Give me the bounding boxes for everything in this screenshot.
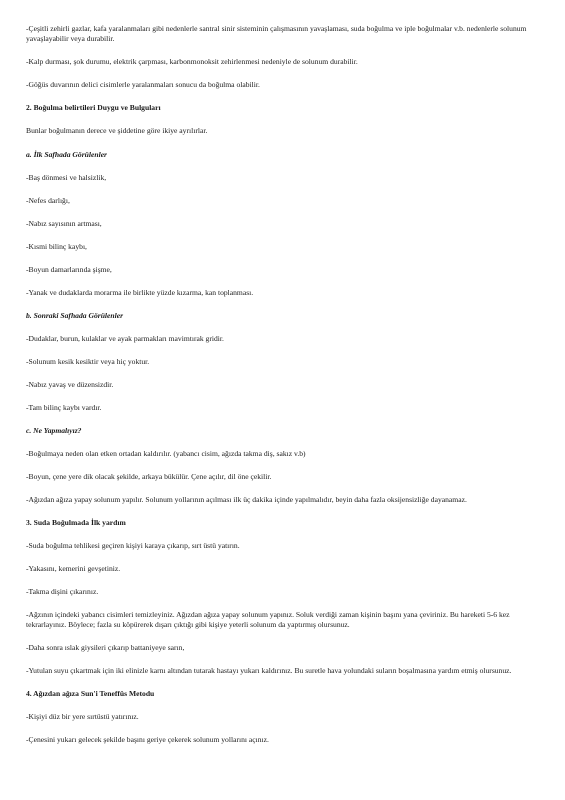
list-item-what-to-do: -Ağızdan ağıza yapay solunum yapılır. Solunum yollarının açılması ilk üç dakika içinde yapılmalıdır, beyin daha fazla oksijensizliğe dayanamaz.: [26, 494, 467, 504]
section-heading-drowning: 3. Suda Boğulmada İlk yardım: [26, 518, 126, 528]
list-item-mouth-to-mouth: -Çenesini yukarı gelecek şekilde başını geriye çekerek solunum yollarını açınız.: [26, 735, 269, 745]
section-heading-symptoms: 2. Boğulma belirtileri Duygu ve Bulguları: [26, 103, 161, 113]
list-item-drowning: -Daha sonra ıslak giysileri çıkarıp battaniyeye sarın,: [26, 643, 185, 653]
list-item-drowning: -Suda boğulma tehlikesi geçiren kişiyi karaya çıkarıp, sırt üstü yatırın.: [26, 541, 240, 551]
list-item-later-stage: -Nabız yavaş ve düzensizdir.: [26, 379, 114, 389]
list-item-drowning: -Ağzının içindeki yabancı cisimleri temizleyiniz. Ağızdan ağıza yapay solunum yapınız. Soluk verdiği zaman kişinin başını yana çeviriniz. Bu hareketi 5-6 kez tekrarlayınız. Böylece; fazla su köpürerek dışarı çıktığı gibi kişiye yeterli solunum da yaptırmış olursunuz.: [26, 610, 510, 629]
paragraph-cardiac-arrest: -Kalp durması, şok durumu, elektrik çarpması, karbonmonoksit zehirlenmesi nedeniyle de solunum durabilir.: [26, 56, 358, 66]
list-item-what-to-do: -Boğulmaya neden olan etken ortadan kaldırılır. (yabancı cisim, ağızda takma diş, sakız v.b): [26, 448, 306, 458]
subheading-what-to-do: c. Ne Yapmalıyız?: [26, 425, 82, 435]
list-item-first-stage: -Nefes darlığı,: [26, 195, 70, 205]
paragraph-respiration-slowing: -Çeşitli zehirli gazlar, kafa yaralanmaları gibi nedenlerle santral sinir sisteminin çalışmasının yavaşlaması, suda boğulma ve iple boğulmalar v.b. nedenlerle solunum yavaşlayabilir veya durabilir.: [26, 24, 527, 43]
list-item-later-stage: -Dudaklar, burun, kulaklar ve ayak parmakları mavimtırak gridir.: [26, 333, 224, 343]
list-item-later-stage: -Tam bilinç kaybı vardır.: [26, 402, 102, 412]
subheading-later-stage: b. Sonraki Safhada Görülenler: [26, 310, 124, 320]
list-item-first-stage: -Kısmi bilinç kaybı,: [26, 241, 87, 251]
list-item-mouth-to-mouth: -Kişiyi düz bir yere sırtüstü yatırınız.: [26, 712, 139, 722]
list-item-later-stage: -Solunum kesik kesiktir veya hiç yoktur.: [26, 356, 150, 366]
list-item-drowning: -Takma dişini çıkarınız.: [26, 587, 99, 597]
document-page: [26, 24, 539, 758]
paragraph-symptoms-intro: Bunlar boğulmanın derece ve şiddetine göre ikiye ayrılırlar.: [26, 126, 208, 136]
list-item-what-to-do: -Boyun, çene yere dik olacak şekilde, arkaya bükülür. Çene açılır, dil öne çekilir.: [26, 471, 272, 481]
section-heading-mouth-to-mouth: 4. Ağızdan ağıza Sun'i Teneffüs Metodu: [26, 689, 155, 699]
list-item-first-stage: -Yanak ve dudaklarda morarma ile birlikte yüzde kızarma, kan toplanması.: [26, 287, 254, 297]
paragraph-chest-wall: -Göğüs duvarının delici cisimlerle yaralanmaları sonucu da boğulma olabilir.: [26, 79, 260, 89]
list-item-drowning: -Yutulan suyu çıkartmak için iki elinizle karnı altından tutarak hastayı yukarı kaldırınız. Bu suretle hava yolundaki suların boşalmasına yardım etmiş olursunuz.: [26, 666, 512, 675]
subheading-first-stage: a. İlk Safhada Görülenler: [26, 149, 108, 159]
list-item-first-stage: -Baş dönmesi ve halsizlik,: [26, 172, 107, 182]
list-item-drowning: -Yakasını, kemerini gevşetiniz.: [26, 564, 121, 574]
list-item-first-stage: -Nabız sayısının artması,: [26, 218, 102, 228]
list-item-first-stage: -Boyun damarlarında şişme,: [26, 264, 112, 274]
